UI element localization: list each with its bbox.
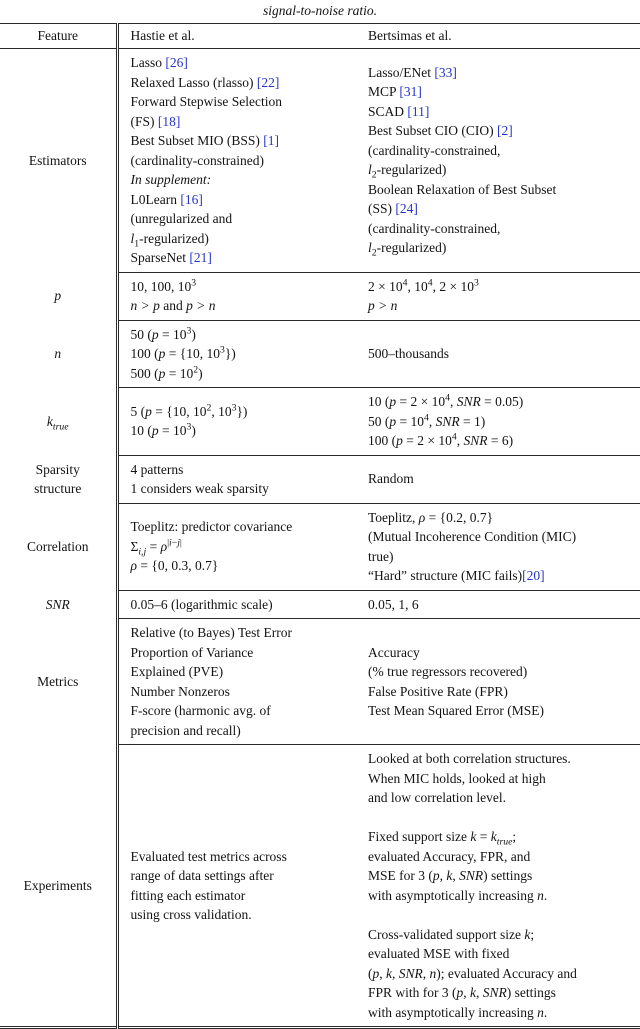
text-line: Correlation xyxy=(27,538,89,554)
text-line: 0.05–6 (logarithmic scale) xyxy=(130,596,273,612)
text-line: $l_1-regularized$) xyxy=(130,230,209,250)
citation-link[interactable]: [1] xyxy=(263,133,280,148)
text-line: FPR with for 3 (p, k, SNR) settings xyxy=(368,985,556,1000)
text-line: 4 patterns xyxy=(130,461,184,477)
text-line: Number Nonzeros xyxy=(130,683,230,699)
table-header xyxy=(0,24,640,49)
table-row xyxy=(0,503,640,590)
feature-cell xyxy=(0,49,117,273)
text-line: Best Subset MIO (BSS) [1] xyxy=(130,133,280,148)
text-line: (Mutual Incoherence Condition (MIC) xyxy=(368,529,577,544)
text-line xyxy=(368,905,632,925)
table-body xyxy=(0,49,640,1028)
text-line: using cross validation. xyxy=(130,907,252,922)
text-line: (cardinality-constrained) xyxy=(130,152,264,168)
citation-link[interactable]: [31] xyxy=(399,84,422,100)
text-line: true) xyxy=(368,548,394,564)
text-line: fitting each estimator xyxy=(130,887,246,903)
text-line: 10 $(p = 10^3)$ xyxy=(130,421,196,439)
hastie-cell xyxy=(117,455,356,503)
text-line: MCP [31] xyxy=(368,84,422,100)
text-line: Toeplitz, ρ = {0.2, 0.7} xyxy=(368,509,494,525)
text-line: 10 ($p = 2 \times 10^4$, SNR = 0.05) xyxy=(368,392,524,409)
text-line: $l_2-regularized$) xyxy=(368,162,447,181)
text-line: 100 ($p = 2 \times 10^4$, SNR = 6) xyxy=(368,431,514,448)
text-line: (cardinality-constrained, xyxy=(368,220,501,236)
header-row xyxy=(0,24,640,49)
text-line: (SS) [24] xyxy=(368,201,418,217)
text-line: Relaxed Lasso (rlasso) [22] xyxy=(130,74,280,90)
hastie-cell xyxy=(117,49,356,273)
text-line: $\Sigma_{i,j} = \rho^{|i-j|}$ xyxy=(130,537,182,558)
hastie-cell xyxy=(117,619,356,745)
text-line: Proportion of Variance xyxy=(130,644,254,660)
text-line: evaluated Accuracy, FPR, and xyxy=(368,848,531,864)
text-line: range of data settings after xyxy=(130,868,274,883)
bertsimas-cell xyxy=(356,619,640,745)
text-line: MSE for 3 (p, k, SNR) settings xyxy=(368,868,533,883)
text-line: p > n xyxy=(368,298,398,313)
table-row xyxy=(0,590,640,619)
text-line: evaluated MSE with fixed xyxy=(368,946,510,961)
text-line: Sparsity xyxy=(35,461,80,477)
citation-link[interactable]: [21] xyxy=(189,250,212,265)
text-line: Cross-validated support size k; xyxy=(368,926,535,942)
feature-cell xyxy=(0,503,117,590)
text-line: n xyxy=(54,346,62,361)
bertsimas-cell xyxy=(356,503,640,590)
text-line: SNR xyxy=(45,596,70,612)
text-line: Metrics xyxy=(37,673,79,689)
text-line: n > p and p > n xyxy=(130,298,216,313)
bertsimas-cell xyxy=(356,49,640,273)
text-line: 10, 100, $10^3$ xyxy=(130,277,197,294)
text-line: Looked at both correlation structures. xyxy=(368,751,571,766)
text-line: with asymptotically increasing n. xyxy=(368,887,548,903)
feature-cell xyxy=(0,272,117,320)
text-line: SCAD [11] xyxy=(368,103,430,119)
text-line: p xyxy=(54,288,62,304)
text-line: SparseNet [21] xyxy=(130,250,212,265)
citation-link[interactable]: [22] xyxy=(256,74,280,90)
bertsimas-cell xyxy=(356,272,640,320)
text-line: $2 \times 10^4$, $10^4$, $2 \times 10^3$ xyxy=(368,277,479,294)
hastie-cell xyxy=(117,590,356,619)
text-line: 50 $(p = 10^3)$ xyxy=(130,325,196,342)
text-line: 100 (p = {10, $10^3$}) xyxy=(130,344,236,361)
text-line: L0Learn [16] xyxy=(130,191,203,207)
hastie-cell xyxy=(117,388,356,456)
text-line: $k_{true}$ xyxy=(46,413,69,433)
table-row xyxy=(0,272,640,320)
text-line: with asymptotically increasing n. xyxy=(368,1004,548,1020)
text-line xyxy=(368,808,632,828)
text-line: 5 (p = {10, $10^2$, $10^3$}) xyxy=(130,402,248,419)
text-line: Best Subset CIO (CIO) [2] xyxy=(368,123,513,139)
text-line: Evaluated test metrics across xyxy=(130,848,287,864)
text-line: Experiments xyxy=(23,877,92,893)
feature-cell xyxy=(0,590,117,619)
text-line: When MIC holds, looked at high xyxy=(368,770,546,786)
citation-link[interactable]: [11] xyxy=(407,103,430,119)
feature-cell xyxy=(0,455,117,503)
text-line: Test Mean Squared Error (MSE) xyxy=(368,703,545,718)
text-line: (cardinality-constrained, xyxy=(368,142,501,158)
feature-cell xyxy=(0,320,117,388)
text-line: 500–thousands xyxy=(368,346,449,361)
text-line: F-score (harmonic avg. of xyxy=(130,703,271,718)
table-row xyxy=(0,455,640,503)
hastie-cell xyxy=(117,272,356,320)
feature-cell xyxy=(0,745,117,1028)
text-line: (FS) [18] xyxy=(130,113,181,129)
feature-cell xyxy=(0,388,117,456)
bertsimas-cell xyxy=(356,745,640,1028)
text-line: 500 $(p = 10^2)$ xyxy=(130,364,203,381)
text-line: Accuracy xyxy=(368,644,420,660)
text-line: Random xyxy=(368,471,414,487)
citation-link[interactable]: [24] xyxy=(395,201,418,217)
text-line: “Hard” structure (MIC fails)[20] xyxy=(368,568,545,583)
bertsimas-cell xyxy=(356,455,640,503)
text-line: structure xyxy=(34,481,82,496)
text-line: (% true regressors recovered) xyxy=(368,664,528,679)
citation-link[interactable]: [18] xyxy=(157,113,181,129)
text-line: 0.05, 1, 6 xyxy=(368,596,419,612)
text-line: 50 ($p = 10^4$, SNR = 1) xyxy=(368,412,486,429)
table-row xyxy=(0,619,640,745)
header-feature: Feature xyxy=(0,24,117,49)
hastie-cell xyxy=(117,320,356,388)
table-caption: signal-to-noise ratio. xyxy=(263,3,377,18)
header-hastie: Hastie et al. xyxy=(117,24,356,49)
citation-link[interactable]: [26] xyxy=(165,55,188,70)
text-line: Toeplitz: predictor covariance xyxy=(130,519,293,535)
header-bertsimas: Bertsimas et al. xyxy=(356,24,640,49)
text-line: (unregularized and xyxy=(130,211,233,226)
text-line: Fixed support size $k = k_{true}$; xyxy=(368,829,517,848)
citation-link[interactable]: [2] xyxy=(497,123,513,139)
citation-link[interactable]: [20] xyxy=(522,568,545,583)
text-line: Estimators xyxy=(28,152,87,168)
hastie-cell xyxy=(117,503,356,590)
table-row xyxy=(0,745,640,1028)
citation-link[interactable]: [16] xyxy=(180,191,203,207)
text-line: (p, k, SNR, n); evaluated Accuracy and xyxy=(368,965,577,981)
comparison-table xyxy=(0,23,640,1029)
text-line: Relative (to Bayes) Test Error xyxy=(130,625,293,640)
text-line: Lasso/ENet [33] xyxy=(368,64,457,80)
text-line: Lasso [26] xyxy=(130,55,188,70)
text-line: precision and recall) xyxy=(130,722,241,738)
bertsimas-cell xyxy=(356,590,640,619)
text-line: 1 considers weak sparsity xyxy=(130,481,269,496)
text-line: In supplement: xyxy=(130,172,212,187)
text-line: Explained (PVE) xyxy=(130,664,224,679)
table-row xyxy=(0,388,640,456)
text-line: False Positive Rate (FPR) xyxy=(368,683,508,699)
bertsimas-cell xyxy=(356,388,640,456)
table-row xyxy=(0,320,640,388)
citation-link[interactable]: [33] xyxy=(434,64,457,80)
text-line: ρ = {0, 0.3, 0.7} xyxy=(130,558,219,574)
table-row xyxy=(0,49,640,273)
text-line: and low correlation level. xyxy=(368,790,506,805)
feature-cell xyxy=(0,619,117,745)
text-line: Forward Stepwise Selection xyxy=(130,94,282,109)
bertsimas-cell xyxy=(356,320,640,388)
text-line: Boolean Relaxation of Best Subset xyxy=(368,181,557,197)
text-line: $l_2-regularized$) xyxy=(368,240,447,259)
hastie-cell xyxy=(117,745,356,1028)
